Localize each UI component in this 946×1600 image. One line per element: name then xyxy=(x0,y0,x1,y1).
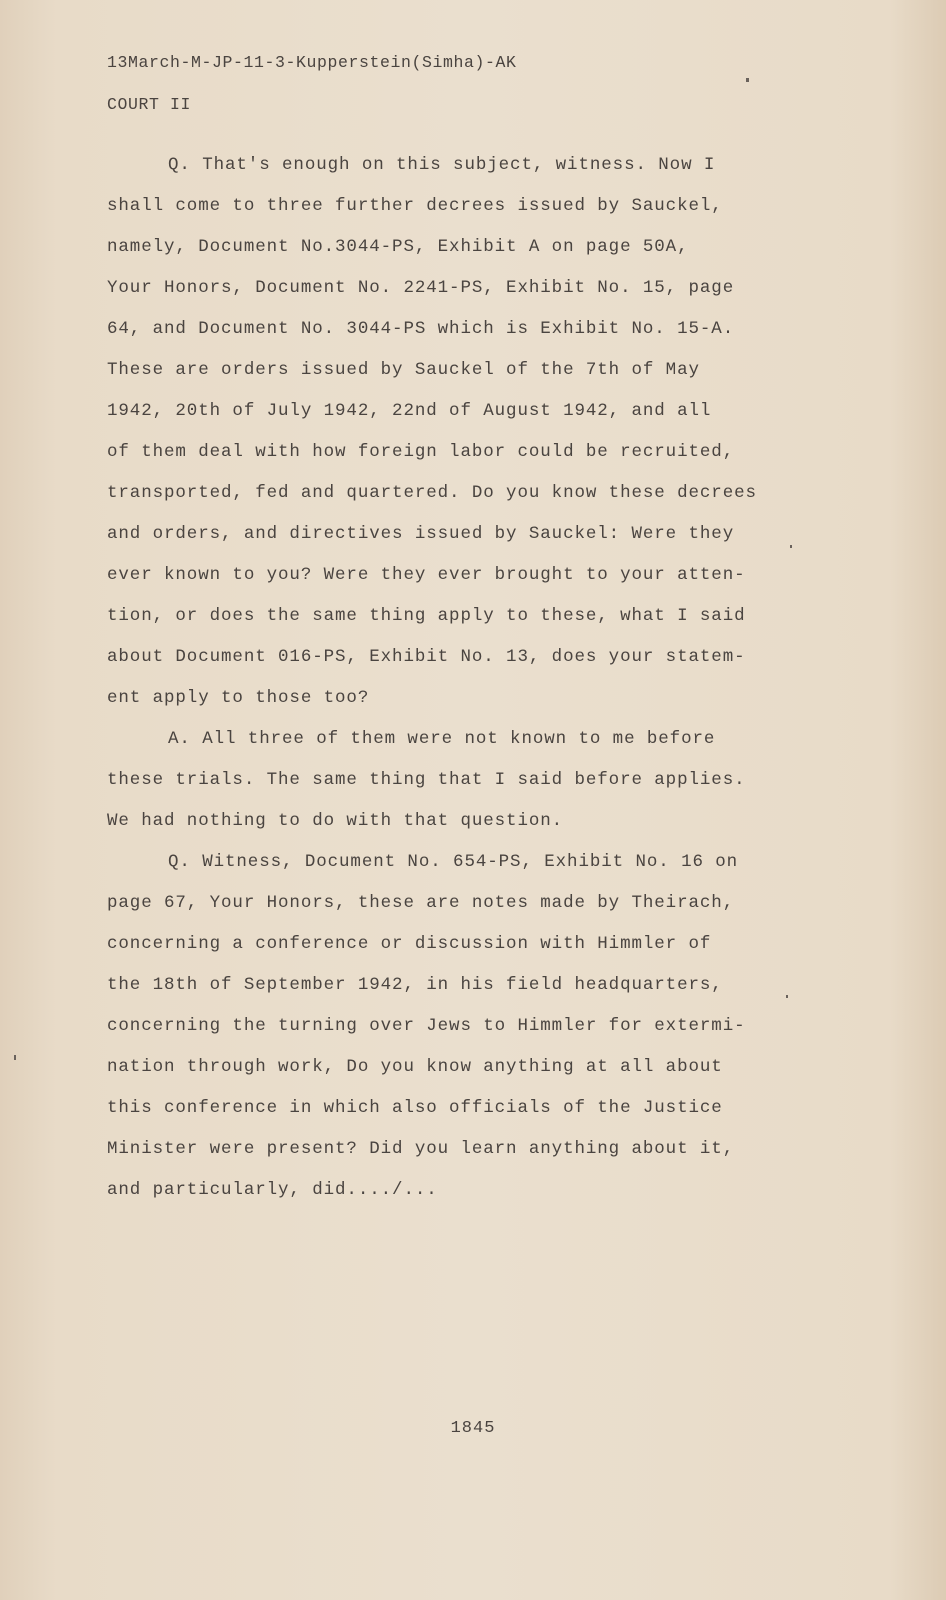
page-number: 1845 xyxy=(450,1419,496,1438)
text-line: page 67, Your Honors, these are notes made by Theirach, xyxy=(107,893,735,913)
text-line: and orders, and directives issued by Sauckel: Were they xyxy=(107,524,735,544)
text-line: ever known to you? Were they ever brought to your atten- xyxy=(107,565,746,585)
text-line: this conference in which also officials of the Justice xyxy=(107,1098,723,1118)
text-line: These are orders issued by Sauckel of the 7th of May xyxy=(107,360,700,380)
text-line: Your Honors, Document No. 2241-PS, Exhibit No. 15, page xyxy=(107,278,735,298)
ink-speck xyxy=(14,1055,16,1060)
court-label: COURT II xyxy=(107,95,192,114)
text-line: 1942, 20th of July 1942, 22nd of August 1942, and all xyxy=(107,401,712,421)
text-line: ent apply to those too? xyxy=(107,688,370,708)
text-line: transported, fed and quartered. Do you know these decrees xyxy=(107,483,757,503)
text-line: namely, Document No.3044-PS, Exhibit A on page 50A, xyxy=(107,237,689,257)
text-line: these trials. The same thing that I said before applies. xyxy=(107,770,746,790)
text-line: of them deal with how foreign labor could be recruited, xyxy=(107,442,735,462)
ink-speck xyxy=(746,78,749,82)
text-line: the 18th of September 1942, in his field headquarters, xyxy=(107,975,723,995)
answer-line: A. All three of them were not known to me before xyxy=(168,729,716,749)
text-line: 64, and Document No. 3044-PS which is Exhibit No. 15-A. xyxy=(107,319,735,339)
text-line: Q. That's enough on this subject, witness. Now I xyxy=(168,155,716,175)
text-line: nation through work, Do you know anything at all about xyxy=(107,1057,723,1077)
text-line: shall come to three further decrees issued by Sauckel, xyxy=(107,196,723,216)
text-line: Minister were present? Did you learn anything about it, xyxy=(107,1139,735,1159)
text-line: tion, or does the same thing apply to these, what I said xyxy=(107,606,746,626)
text-line: about Document 016-PS, Exhibit No. 13, does your statem- xyxy=(107,647,746,667)
ink-speck xyxy=(790,545,792,548)
ink-speck xyxy=(786,995,788,998)
text-line: and particularly, did..../... xyxy=(107,1180,438,1200)
question-line: Q. Witness, Document No. 654-PS, Exhibit No. 16 on xyxy=(168,852,739,872)
text-line: We had nothing to do with that question. xyxy=(107,811,564,831)
text-line: concerning a conference or discussion with Himmler of xyxy=(107,934,712,954)
document-reference-header: 13March-M-JP-11-3-Kupperstein(Simha)-AK xyxy=(107,53,517,72)
text-line: concerning the turning over Jews to Himmler for extermi- xyxy=(107,1016,746,1036)
